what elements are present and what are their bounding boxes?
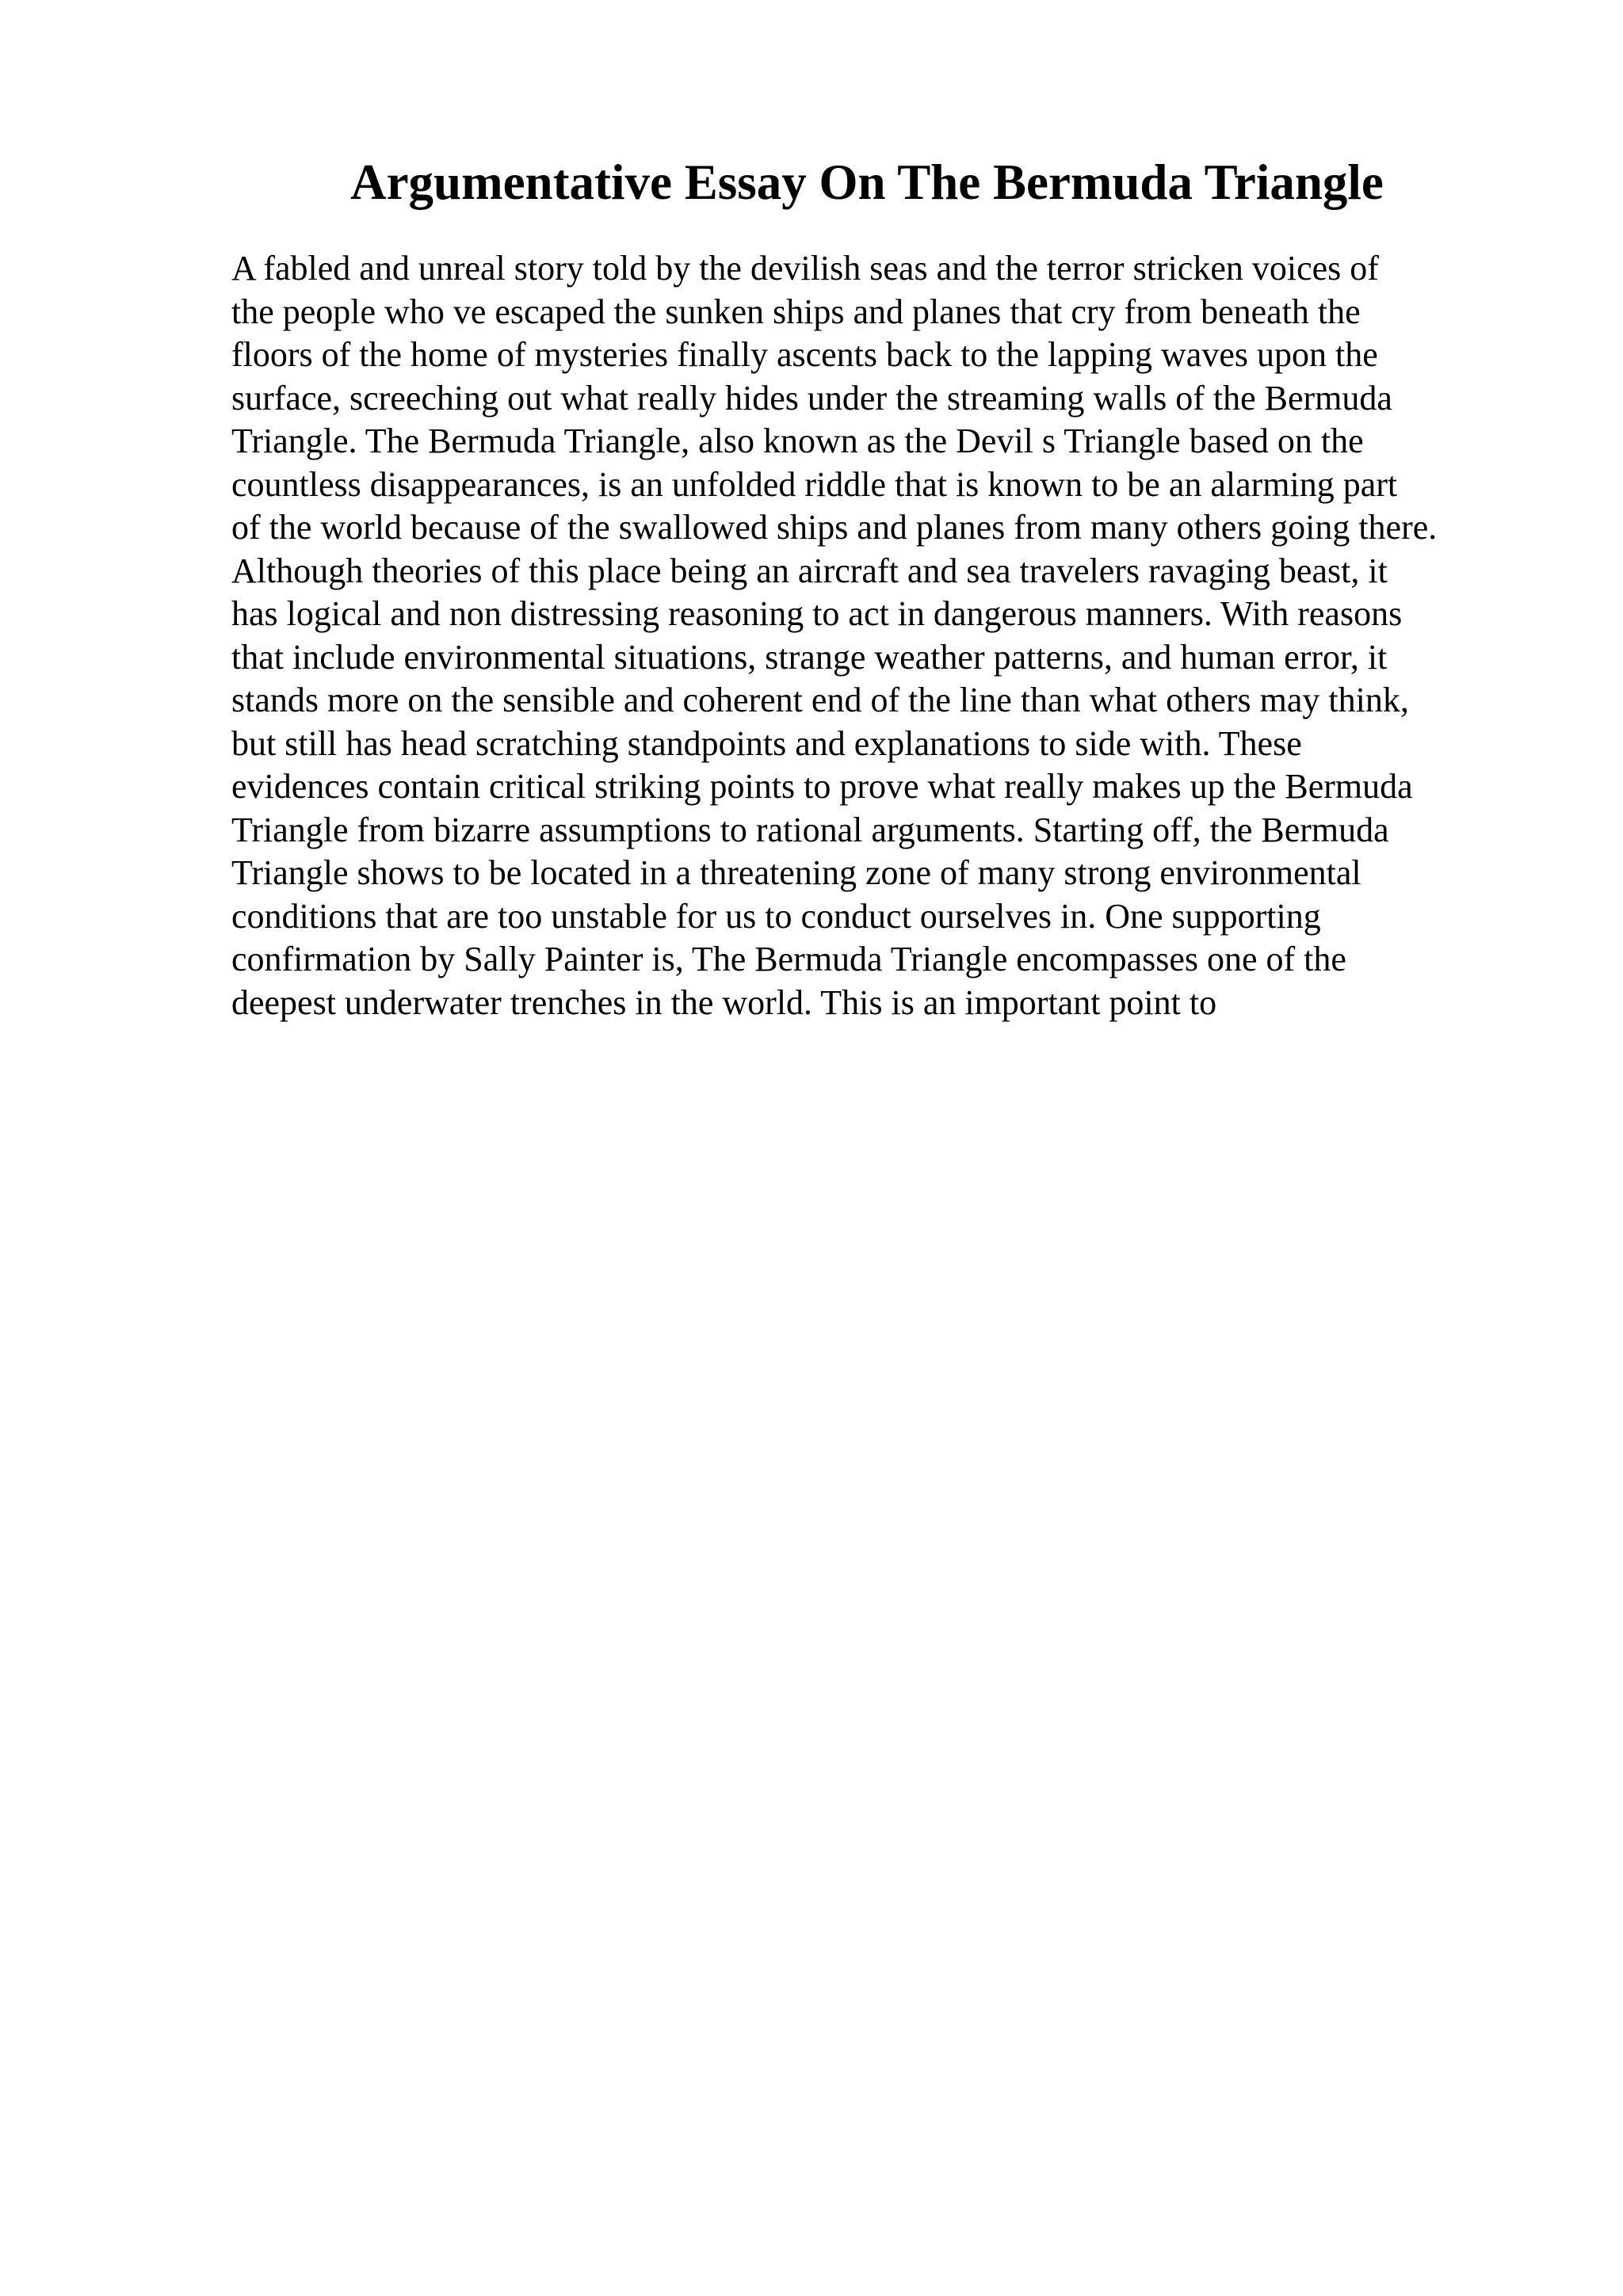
paragraph-line: Although theories of this place being an aircraft and sea travelers ravaging beast, it [231,551,1388,590]
paragraph-line: A fabled and unreal story told by the devilish seas and the terror stricken voices of [231,249,1379,288]
paragraph-line: that include environmental situations, strange weather patterns, and human error, it [231,637,1388,677]
paragraph-line: evidences contain critical striking points to prove what really makes up the Bermuda [231,767,1413,806]
paragraph-line: but still has head scratching standpoints and explanations to side with. These [231,723,1302,763]
paragraph-line: has logical and non distressing reasoning to act in dangerous manners. With reasons [231,594,1403,633]
paragraph-line: of the world because of the swallowed ships and planes from many others going there. [231,508,1438,547]
paragraph-line: Triangle. The Bermuda Triangle, also known as the Devil s Triangle based on the [231,421,1364,460]
paragraph-line: Triangle from bizarre assumptions to rational arguments. Starting off, the Bermuda [231,810,1389,849]
paragraph-line: floors of the home of mysteries finally ascents back to the lapping waves upon the [231,335,1378,374]
paragraph-line: conditions that are too unstable for us to conduct ourselves in. One supporting [231,896,1321,936]
document-title: Argumentative Essay On The Bermuda Triangle [350,154,1384,210]
paragraph-line: countless disappearances, is an unfolded riddle that is known to be an alarming part [231,464,1398,504]
paragraph-line: stands more on the sensible and coherent end of the line than what others may think, [231,681,1409,719]
paragraph-line: confirmation by Sally Painter is, The Bermuda Triangle encompasses one of the [231,940,1346,978]
essay-paragraph [231,247,1594,1024]
paragraph-line: the people who ve escaped the sunken ships and planes that cry from beneath the [231,292,1361,331]
paragraph-line: Triangle shows to be located in a threatening zone of many strong environmental [231,853,1361,892]
paragraph-line: surface, screeching out what really hides under the streaming walls of the Bermuda [231,378,1392,418]
paragraph-line: deepest underwater trenches in the world. This is an important point to [231,982,1217,1022]
